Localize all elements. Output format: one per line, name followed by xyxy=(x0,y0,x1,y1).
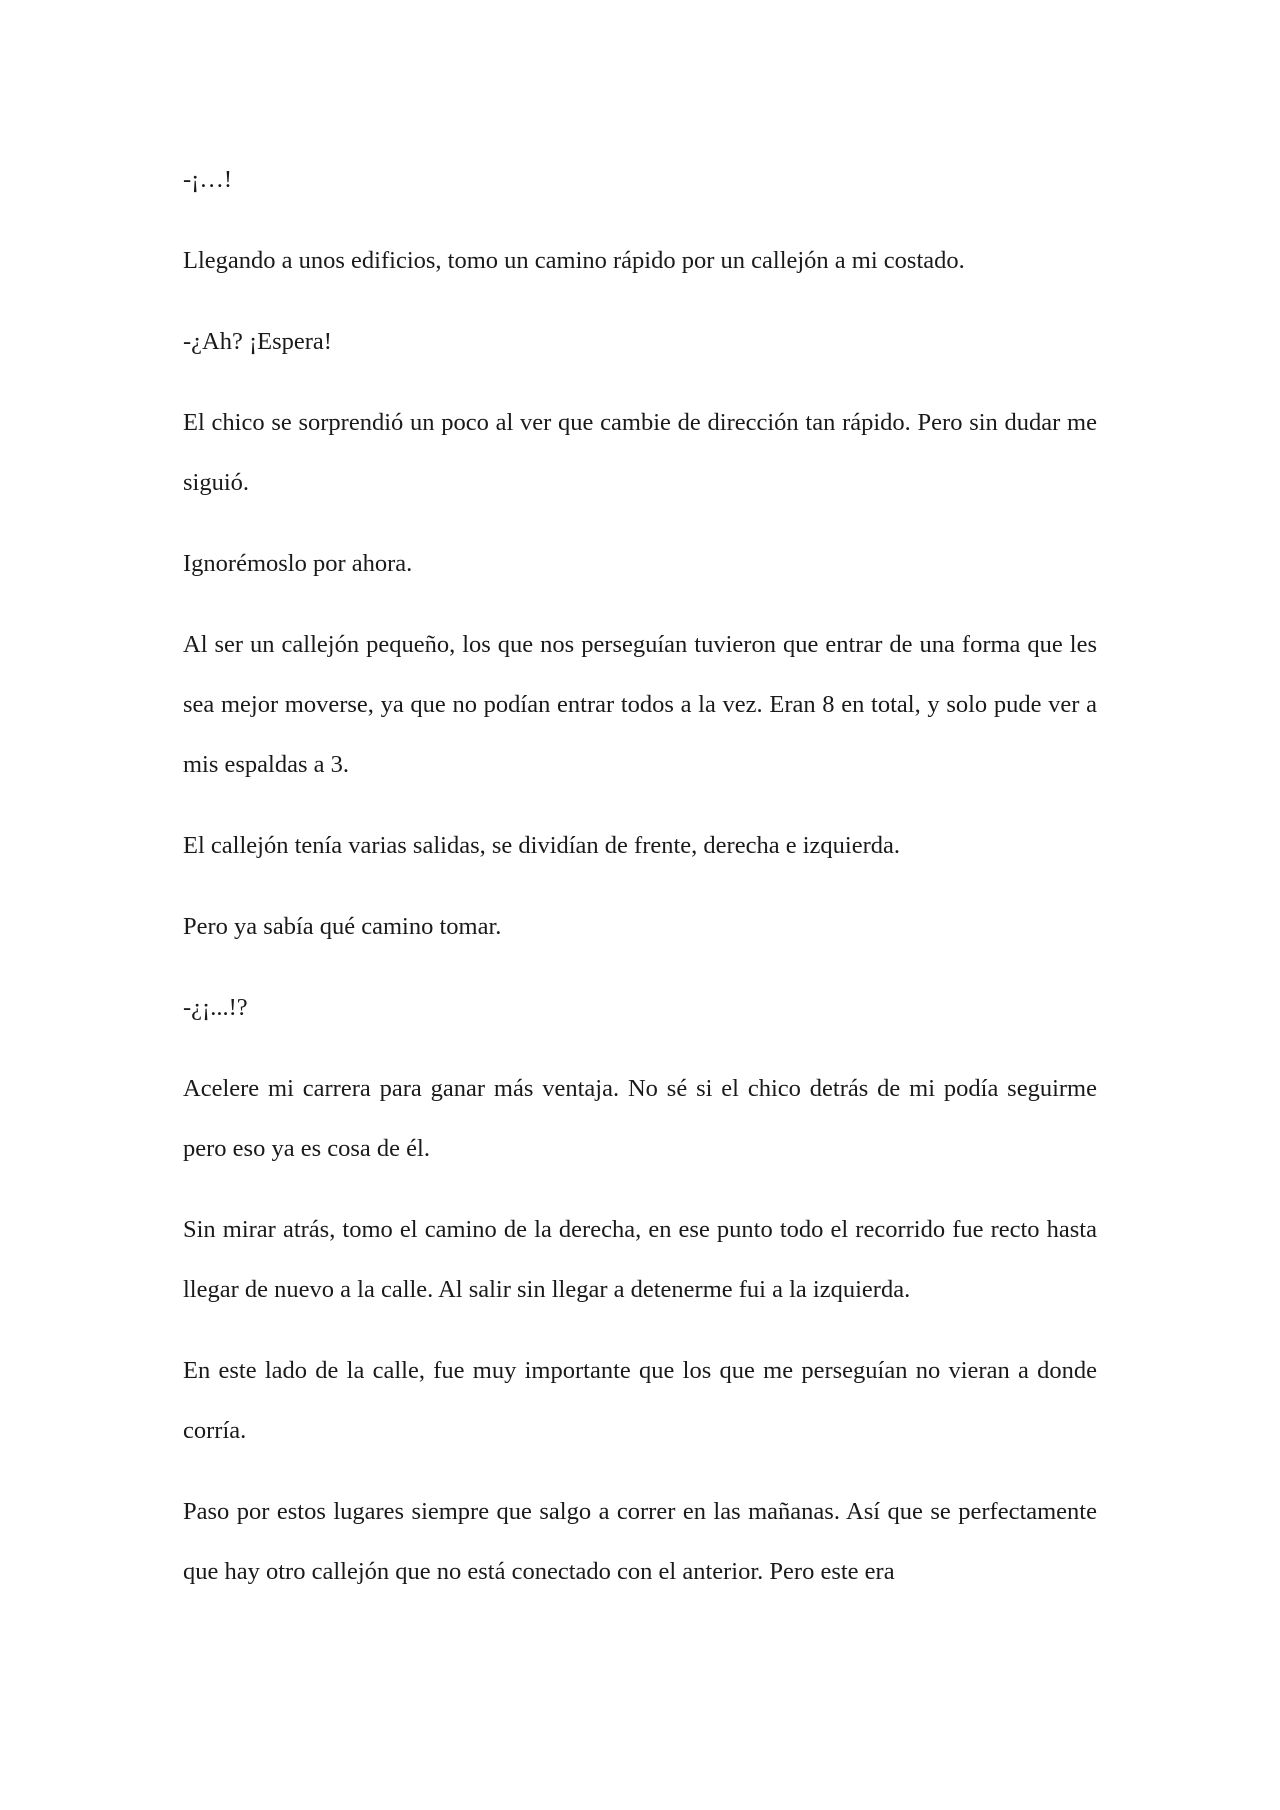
paragraph: Acelere mi carrera para ganar más ventaja. No sé si el chico detrás de mi podía seguirme pero eso ya es cosa de él. xyxy=(183,1075,1097,1162)
paragraph: El callejón tenía varias salidas, se dividían de frente, derecha e izquierda. xyxy=(183,832,900,859)
body-text xyxy=(183,150,1097,1602)
paragraph: Ignorémoslo por ahora. xyxy=(183,550,413,577)
paragraph: Llegando a unos edificios, tomo un camino rápido por un callejón a mi costado. xyxy=(183,247,965,274)
paragraph: El chico se sorprendió un poco al ver que cambie de dirección tan rápido. Pero sin dudar me siguió. xyxy=(183,409,1097,496)
paragraph: En este lado de la calle, fue muy importante que los que me perseguían no vieran a donde corría. xyxy=(183,1357,1097,1444)
paragraph: Paso por estos lugares siempre que salgo a correr en las mañanas. Así que se perfectamente que hay otro callejón que no está conectado con el anterior. Pero este era xyxy=(183,1498,1097,1585)
paragraph: -¿Ah? ¡Espera! xyxy=(183,328,332,355)
paragraph: Sin mirar atrás, tomo el camino de la derecha, en ese punto todo el recorrido fue recto hasta llegar de nuevo a la calle. Al salir sin llegar a detenerme fui a la izquierda. xyxy=(183,1216,1097,1303)
paragraph: -¿¡...!? xyxy=(183,994,248,1021)
paragraph: Al ser un callejón pequeño, los que nos perseguían tuvieron que entrar de una forma que les sea mejor moverse, ya que no podían entrar todos a la vez. Eran 8 en total, y solo pude ver a mis espaldas a 3. xyxy=(183,631,1097,778)
paragraph: -¡…! xyxy=(183,166,232,193)
paragraph: Pero ya sabía qué camino tomar. xyxy=(183,913,502,940)
